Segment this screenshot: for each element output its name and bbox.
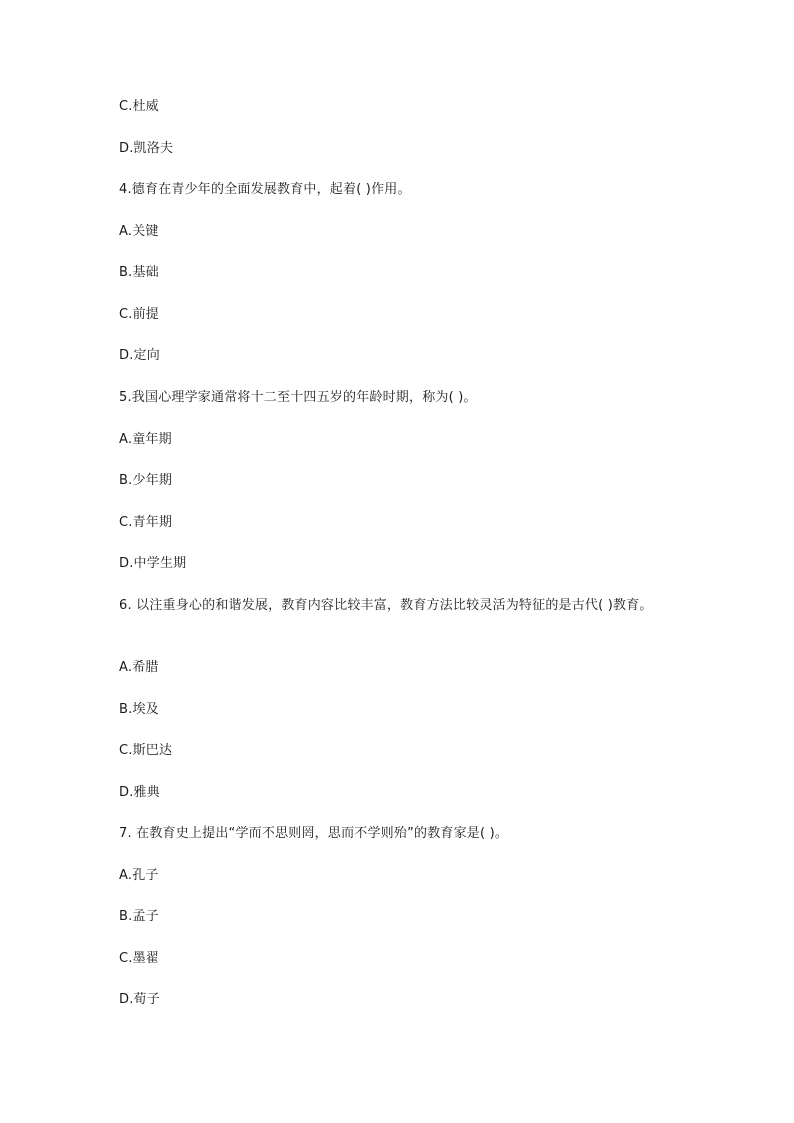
option-c-q7: C.墨翟	[119, 951, 160, 966]
option-d-q6: D.雅典	[119, 785, 160, 800]
option-b-q7: B.孟子	[119, 909, 159, 924]
option-c-q6: C.斯巴达	[119, 743, 173, 758]
option-c-q3: C.杜威	[119, 99, 160, 114]
option-c-q4: C.前提	[119, 307, 160, 322]
option-c-q5: C.青年期	[119, 515, 173, 530]
option-b-q6: B.埃及	[119, 702, 159, 717]
option-d-q4: D.定向	[119, 348, 160, 363]
option-a-q4: A.关键	[119, 224, 159, 239]
option-b-q4: B.基础	[119, 265, 159, 280]
option-d-q3: D.凯洛夫	[119, 141, 174, 156]
question-7: 7. 在教育史上提出“学而不思则罔，思而不学则殆”的教育家是( )。	[119, 826, 509, 841]
question-6: 6. 以注重身心的和谐发展，教育内容比较丰富，教育方法比较灵活为特征的是古代( )教育。	[119, 598, 653, 613]
question-5: 5.我国心理学家通常将十二至十四五岁的年龄时期，称为( )。	[119, 390, 477, 405]
option-d-q7: D.荀子	[119, 992, 160, 1007]
question-4: 4.德育在青少年的全面发展教育中，起着( )作用。	[119, 182, 411, 197]
option-b-q5: B.少年期	[119, 473, 173, 488]
option-a-q6: A.希腊	[119, 660, 159, 675]
option-d-q5: D.中学生期	[119, 556, 187, 571]
option-a-q7: A.孔子	[119, 868, 159, 883]
option-a-q5: A.童年期	[119, 432, 172, 447]
